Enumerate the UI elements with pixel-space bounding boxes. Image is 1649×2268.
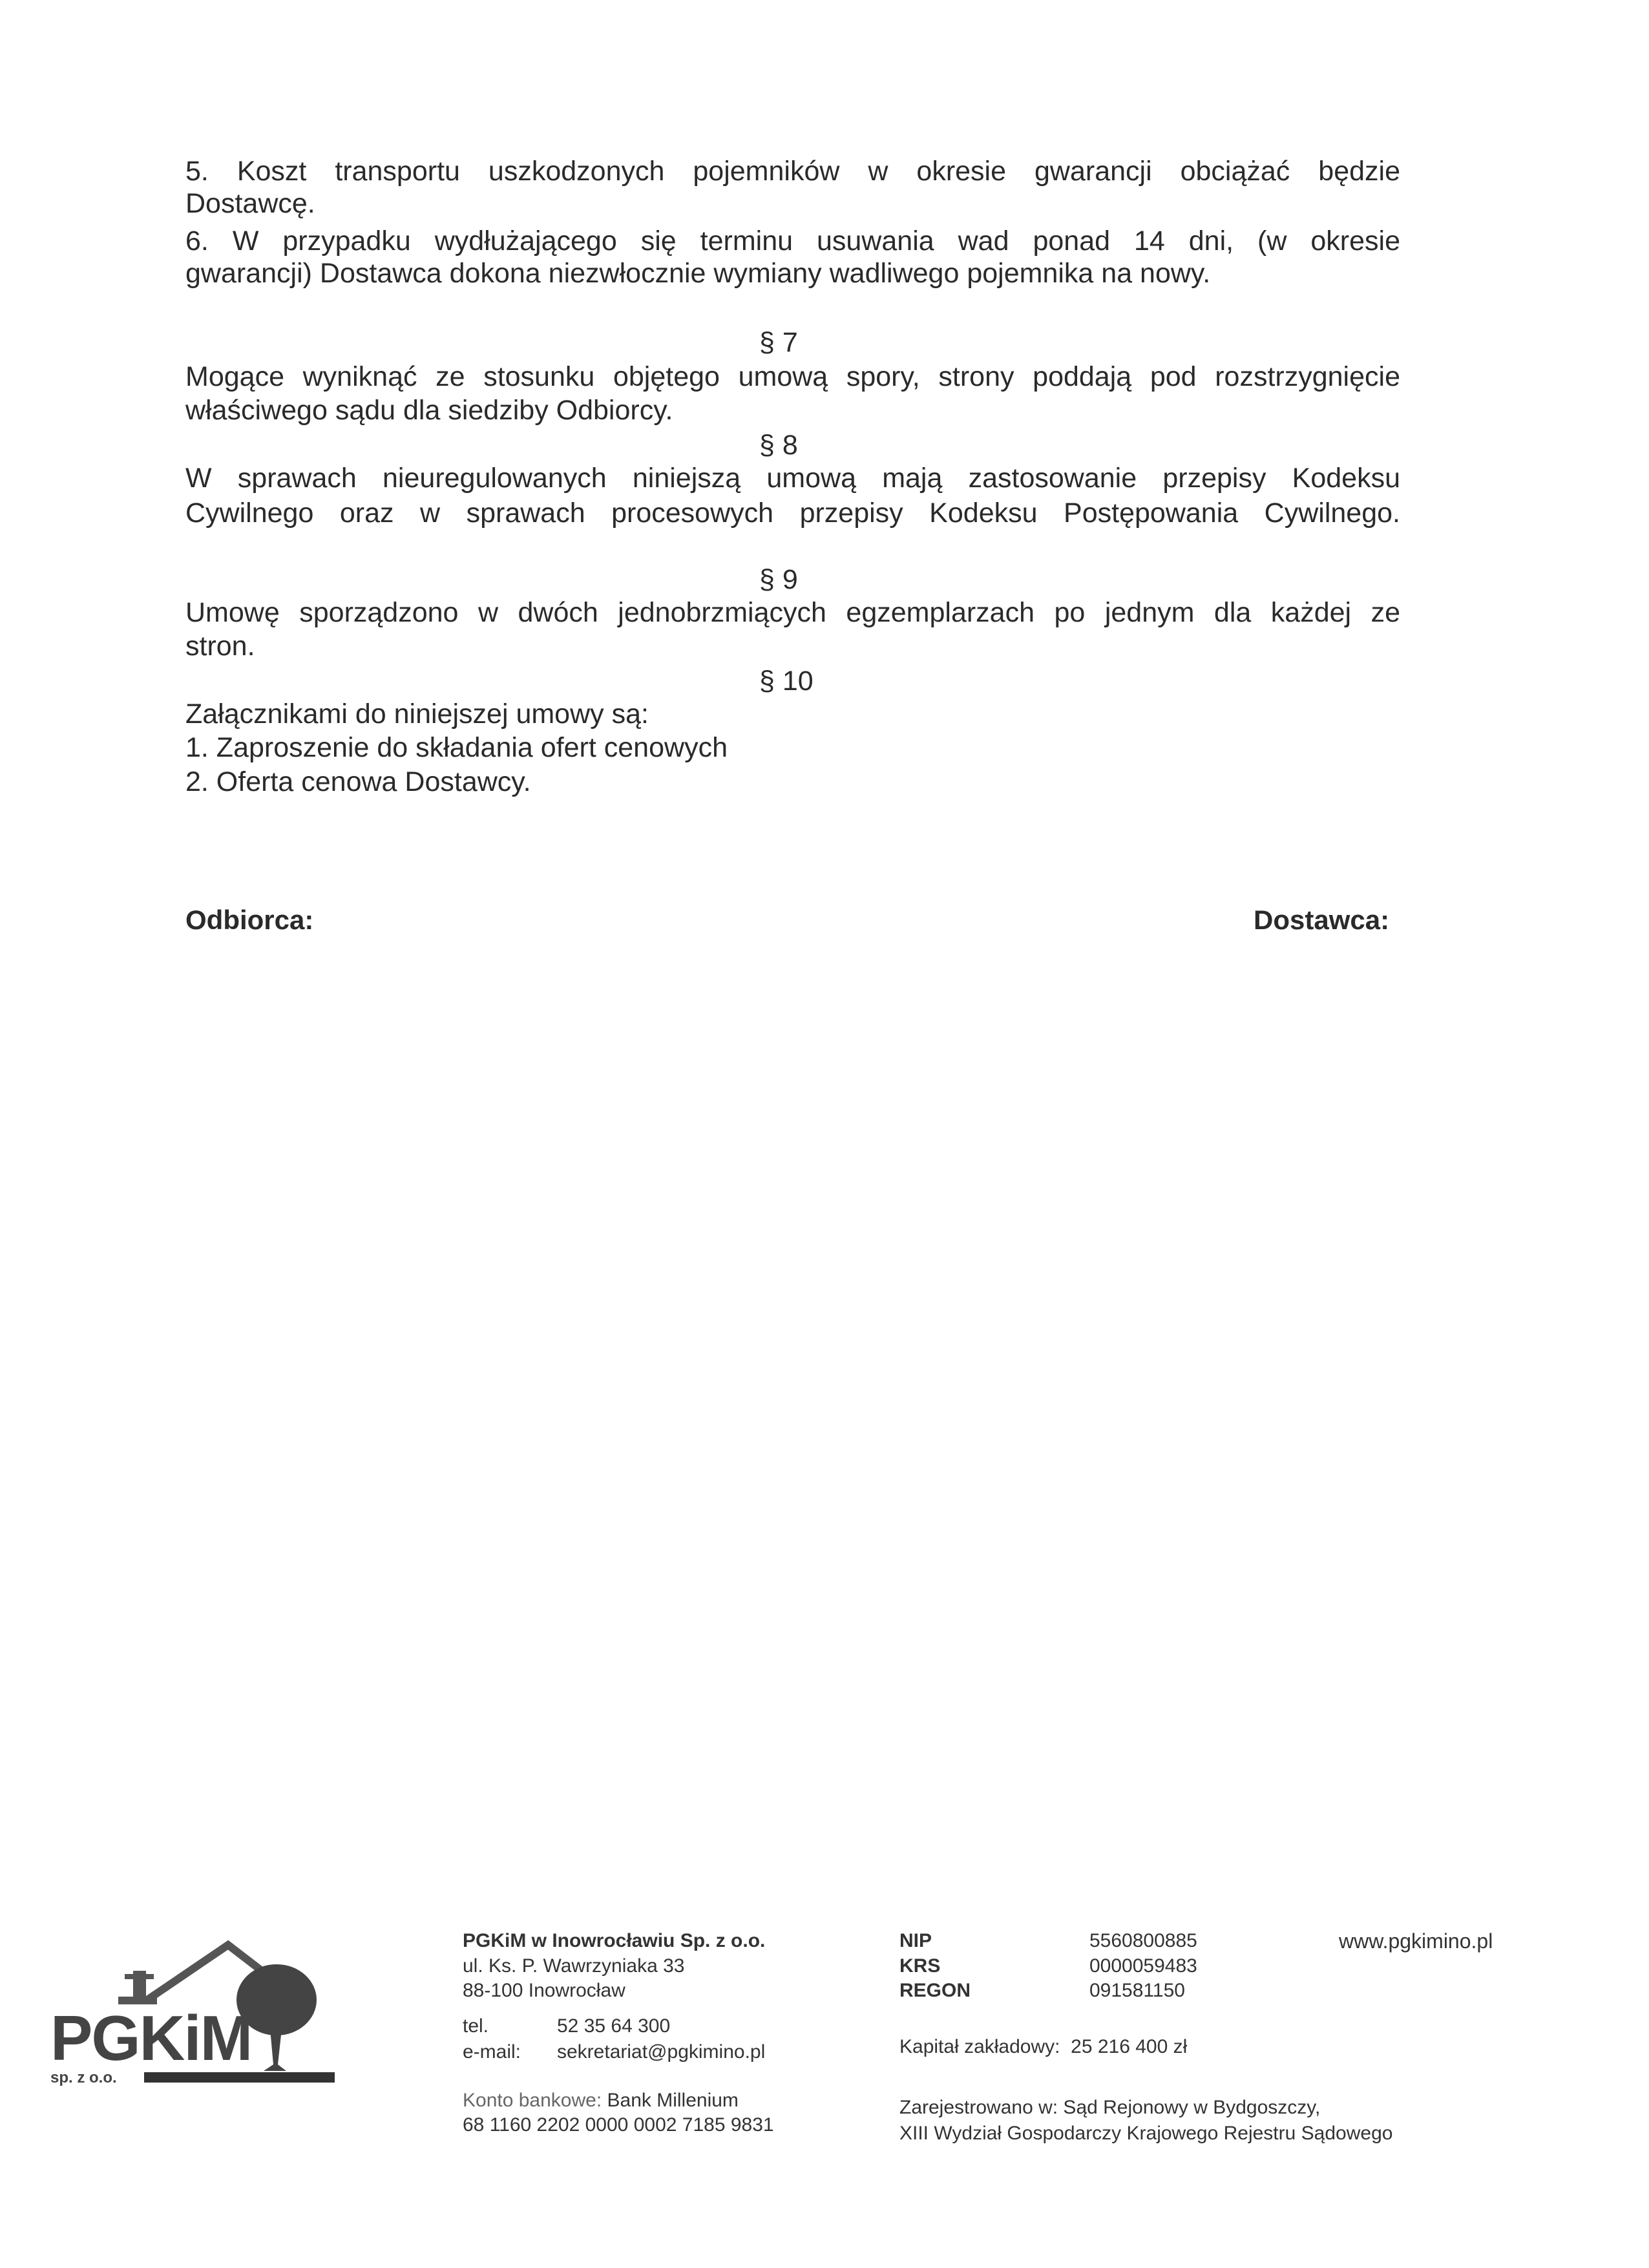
paragraph-line: Cywilnego oraz w sprawach procesowych przepisy Kodeksu Postępowania Cywilnego. (185, 498, 1400, 529)
section-9-heading: § 9 (759, 564, 798, 595)
signature-recipient-label: Odbiorca: (185, 905, 314, 935)
registration-line-2: XIII Wydział Gospodarczy Krajowego Rejestru Sądowego (899, 2123, 1393, 2144)
tel-label: tel. (463, 2015, 489, 2037)
email-value: sekretariat@pgkimino.pl (557, 2041, 766, 2063)
logo-subtitle: sp. z o.o. (50, 2069, 117, 2086)
paragraph-line: stron. (185, 631, 255, 662)
company-logo (50, 1938, 335, 2087)
paragraph-line: Załącznikami do niniejszej umowy są: (185, 698, 649, 730)
section-7-heading: § 7 (759, 327, 798, 358)
company-city: 88-100 Inowrocław (463, 1980, 625, 2001)
paragraph-line: właściwego sądu dla siedziby Odbiorcy. (185, 395, 673, 426)
paragraph-line: Mogące wyniknąć ze stosunku objętego umową spory, strony poddają pod rozstrzygnięcie (185, 361, 1400, 392)
tel-value: 52 35 64 300 (557, 2015, 671, 2037)
company-street: ul. Ks. P. Wawrzyniaka 33 (463, 1955, 685, 1977)
website-link[interactable]: www.pgkimino.pl (1339, 1929, 1493, 1953)
bank-name: Bank Millenium (607, 2090, 739, 2111)
paragraph-line: 6. W przypadku wydłużającego się terminu usuwania wad ponad 14 dni, (w okresie (185, 226, 1400, 257)
bank-label: Konto bankowe: (463, 2090, 602, 2111)
company-name: PGKiM w Inowrocławiu Sp. z o.o. (463, 1930, 766, 1951)
paragraph-line: gwarancji) Dostawca dokona niezwłocznie wymiany wadliwego pojemnika na nowy. (185, 258, 1211, 289)
regon-value: 091581150 (1089, 1980, 1185, 2001)
attachment-item: 1. Zaproszenie do składania ofert cenowych (185, 732, 728, 763)
paragraph-line: 5. Koszt transportu uszkodzonych pojemników w okresie gwarancji obciążać będzie (185, 156, 1400, 187)
registration-line-1: Zarejestrowano w: Sąd Rejonowy w Bydgoszczy, (899, 2097, 1321, 2118)
section-10-heading: § 10 (759, 666, 814, 697)
bank-account: 68 1160 2202 0000 0002 7185 9831 (463, 2114, 774, 2136)
nip-value: 5560800885 (1089, 1930, 1197, 1951)
paragraph-line: W sprawach nieuregulowanych niniejszą umową mają zastosowanie przepisy Kodeksu (185, 463, 1400, 494)
section-8-heading: § 8 (759, 430, 798, 461)
signature-supplier-label: Dostawca: (1254, 905, 1390, 935)
paragraph-line: Dostawcę. (185, 188, 315, 219)
paragraph-line: Umowę sporządzono w dwóch jednobrzmiących egzemplarzach po jednym dla każdej ze (185, 597, 1400, 628)
capital-value: 25 216 400 zł (1071, 2036, 1188, 2057)
nip-label: NIP (899, 1930, 932, 1951)
krs-label: KRS (899, 1955, 941, 1977)
attachment-item: 2. Oferta cenowa Dostawcy. (185, 766, 531, 797)
regon-label: REGON (899, 1980, 971, 2001)
capital-label: Kapitał zakładowy: (899, 2036, 1060, 2057)
krs-value: 0000059483 (1089, 1955, 1197, 1977)
logo-wordmark: PGKiM (50, 2002, 252, 2074)
email-label: e-mail: (463, 2041, 521, 2063)
